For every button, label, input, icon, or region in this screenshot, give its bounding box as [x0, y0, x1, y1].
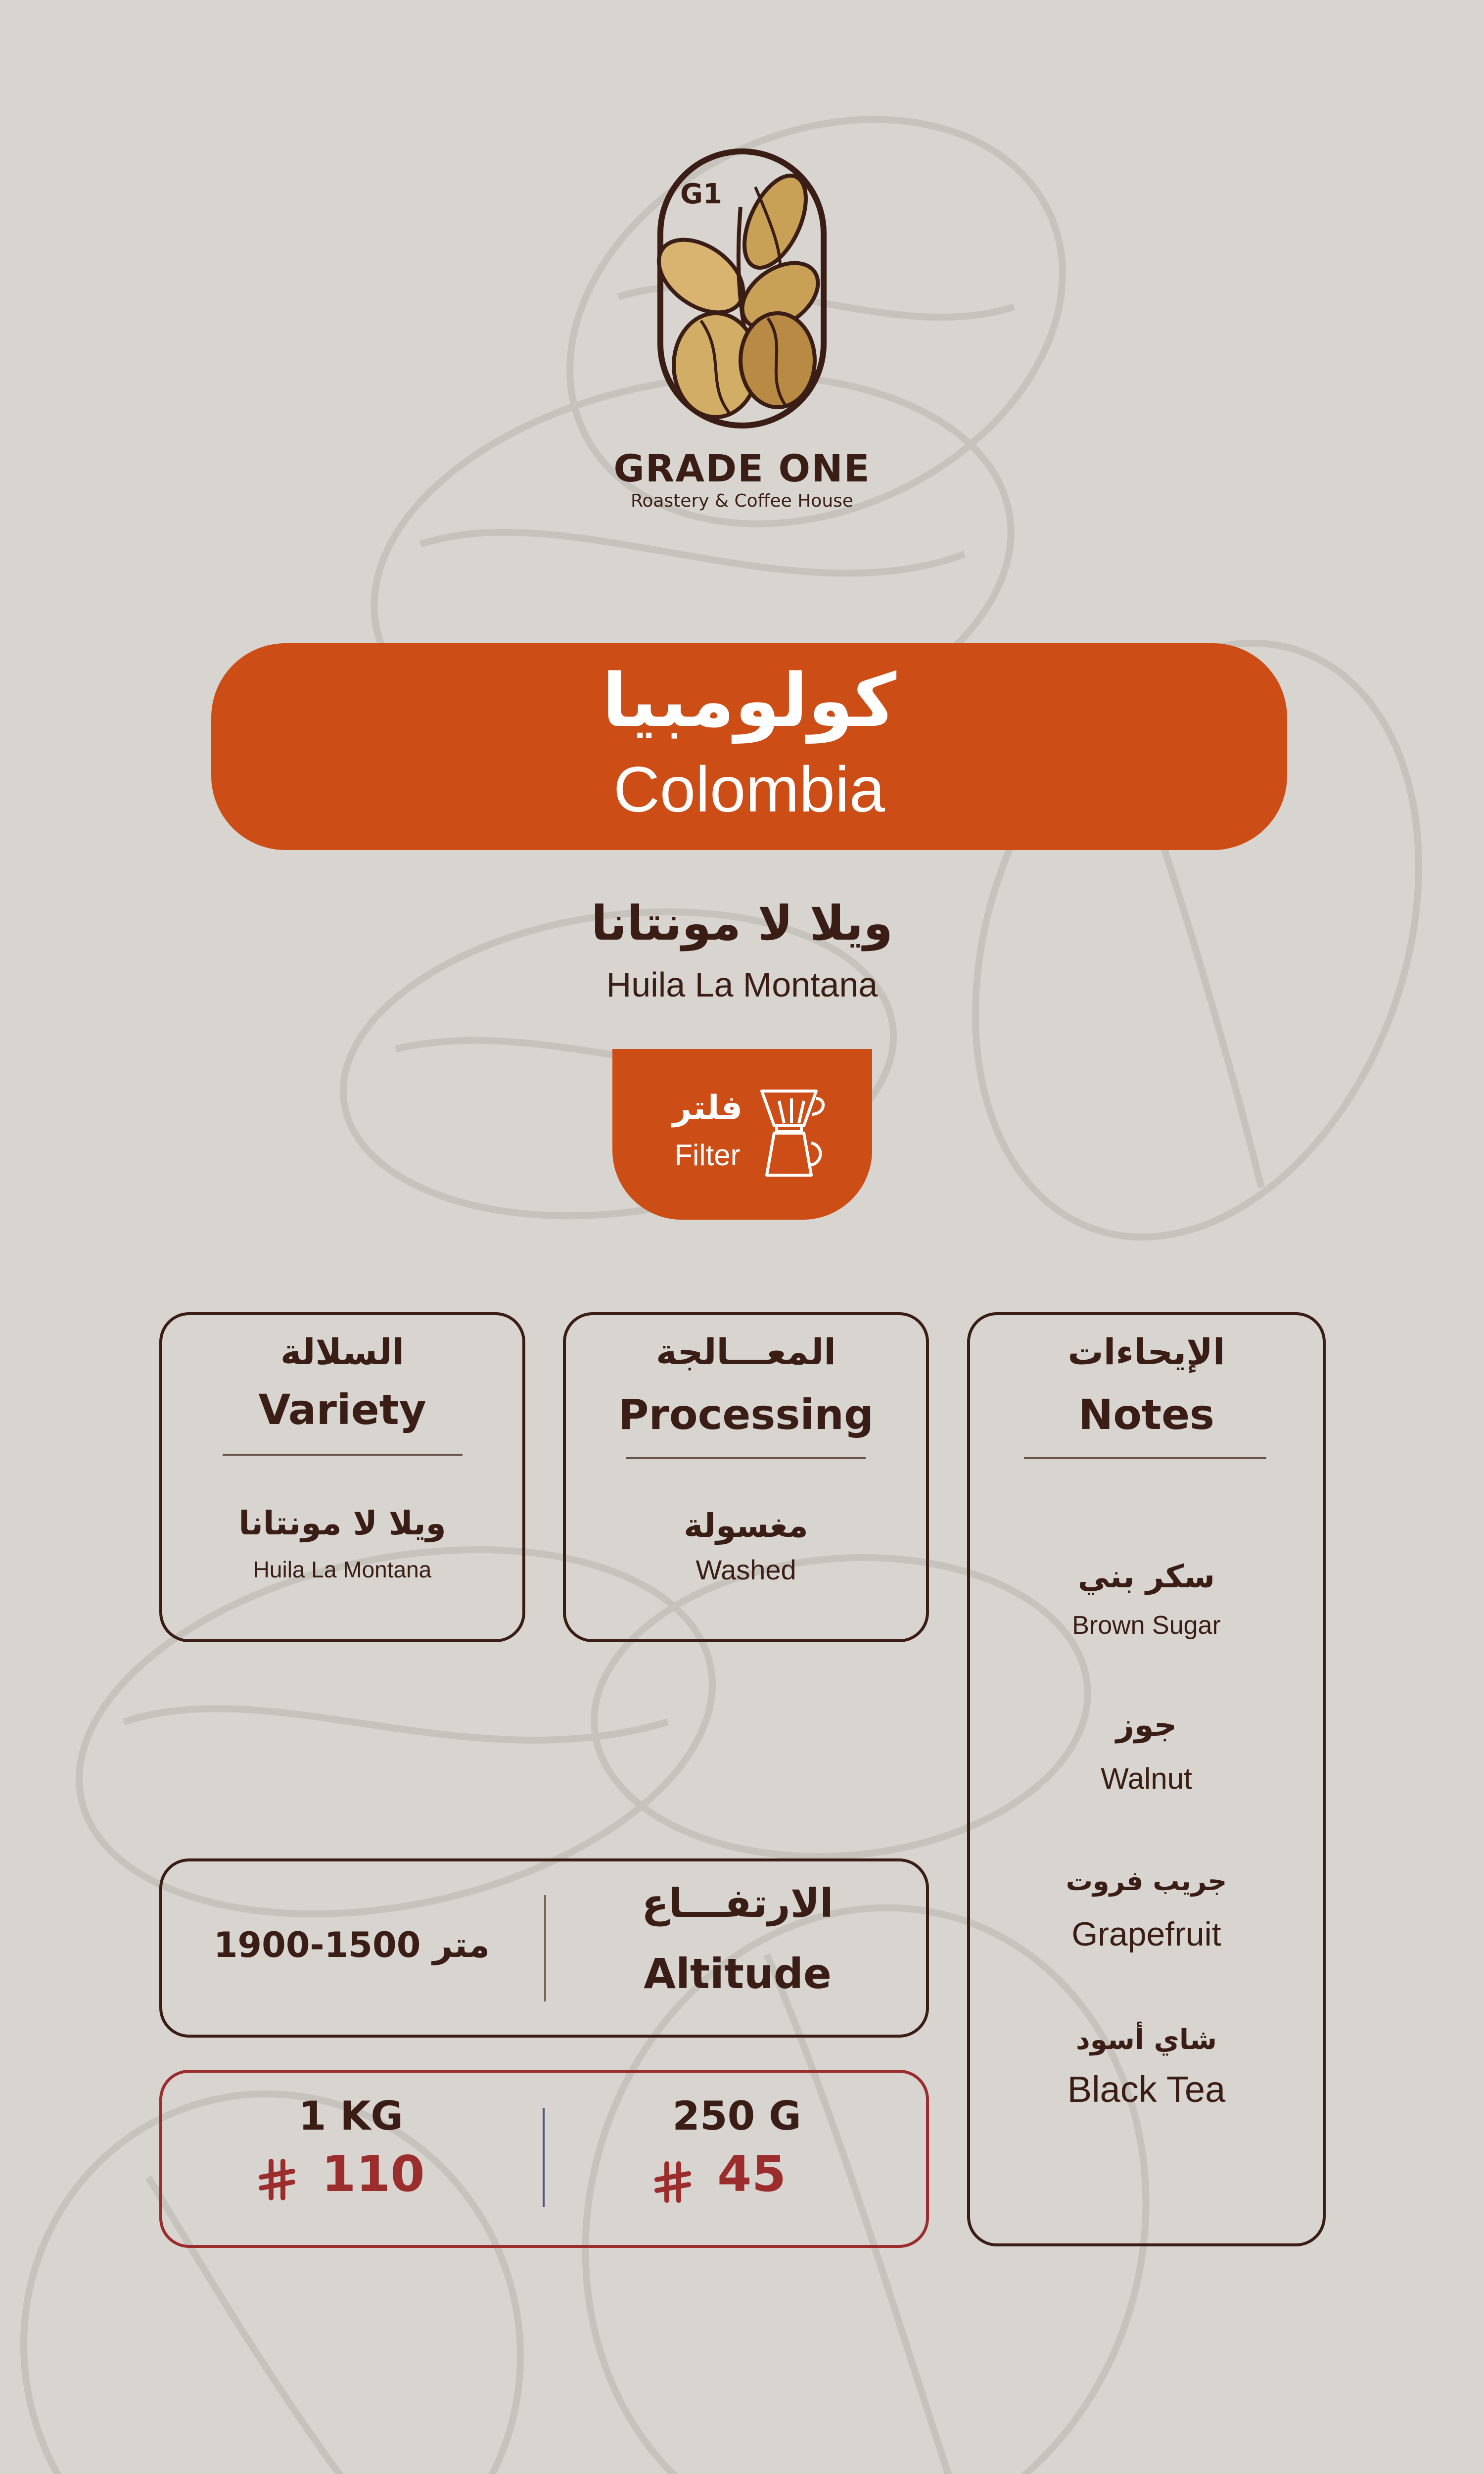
price-size: 1 KG — [298, 2093, 404, 2139]
price-value: 45 — [717, 2145, 787, 2203]
altitude-value: 1900-1500 متر — [213, 1925, 490, 1965]
altitude-label-english: Altitude — [644, 1950, 832, 1998]
note-item-arabic: سكر بني — [1077, 1559, 1215, 1595]
note-item-english: Black Tea — [1067, 2069, 1226, 2110]
altitude-label-arabic: الارتفـــاع — [642, 1880, 834, 1926]
variety-divider — [223, 1454, 463, 1456]
note-item-english: Walnut — [1101, 1762, 1192, 1795]
farm-name-arabic: ويلا لا مونتانا — [591, 896, 893, 951]
variety-value-english: Huila La Montana — [253, 1557, 432, 1582]
saudi-riyal-icon — [653, 2160, 693, 2204]
brew-method-arabic: فلتر — [672, 1089, 743, 1128]
logo-badge-text: G1 — [680, 178, 722, 210]
price-value: 110 — [322, 2145, 425, 2203]
variety-value-arabic: ويلا لا مونتانا — [238, 1504, 446, 1542]
note-item-arabic: شاي أسود — [1075, 2024, 1217, 2056]
notes-label-arabic: الإيحاءات — [1067, 1331, 1225, 1373]
price-size: 250 G — [672, 2093, 801, 2139]
processing-value-arabic: مغسولة — [684, 1507, 808, 1545]
processing-label-arabic: المعـــالجة — [655, 1331, 836, 1373]
notes-divider — [1024, 1457, 1266, 1459]
variety-label-arabic: السلالة — [280, 1331, 405, 1373]
brew-method-badge — [612, 1049, 872, 1220]
pour-over-dripper-icon — [757, 1084, 826, 1183]
note-item-english: Grapefruit — [1071, 1915, 1221, 1953]
brand-tagline: Roastery & Coffee House — [630, 491, 854, 511]
farm-name-english: Huila La Montana — [606, 965, 878, 1004]
origin-title-arabic: كولومبيا — [602, 658, 897, 743]
processing-divider — [626, 1457, 866, 1459]
note-item-english: Brown Sugar — [1072, 1611, 1221, 1640]
processing-label-english: Processing — [618, 1390, 874, 1439]
brand-name: GRADE ONE — [613, 446, 871, 490]
note-item-arabic: جريب فروت — [1066, 1865, 1227, 1897]
brew-method-english: Filter — [674, 1139, 741, 1172]
note-item-arabic: جوز — [1115, 1707, 1177, 1744]
saudi-riyal-icon — [257, 2157, 297, 2202]
processing-value-english: Washed — [696, 1554, 796, 1585]
origin-title-english: Colombia — [613, 753, 885, 825]
notes-label-english: Notes — [1078, 1390, 1215, 1439]
variety-label-english: Variety — [258, 1385, 426, 1434]
